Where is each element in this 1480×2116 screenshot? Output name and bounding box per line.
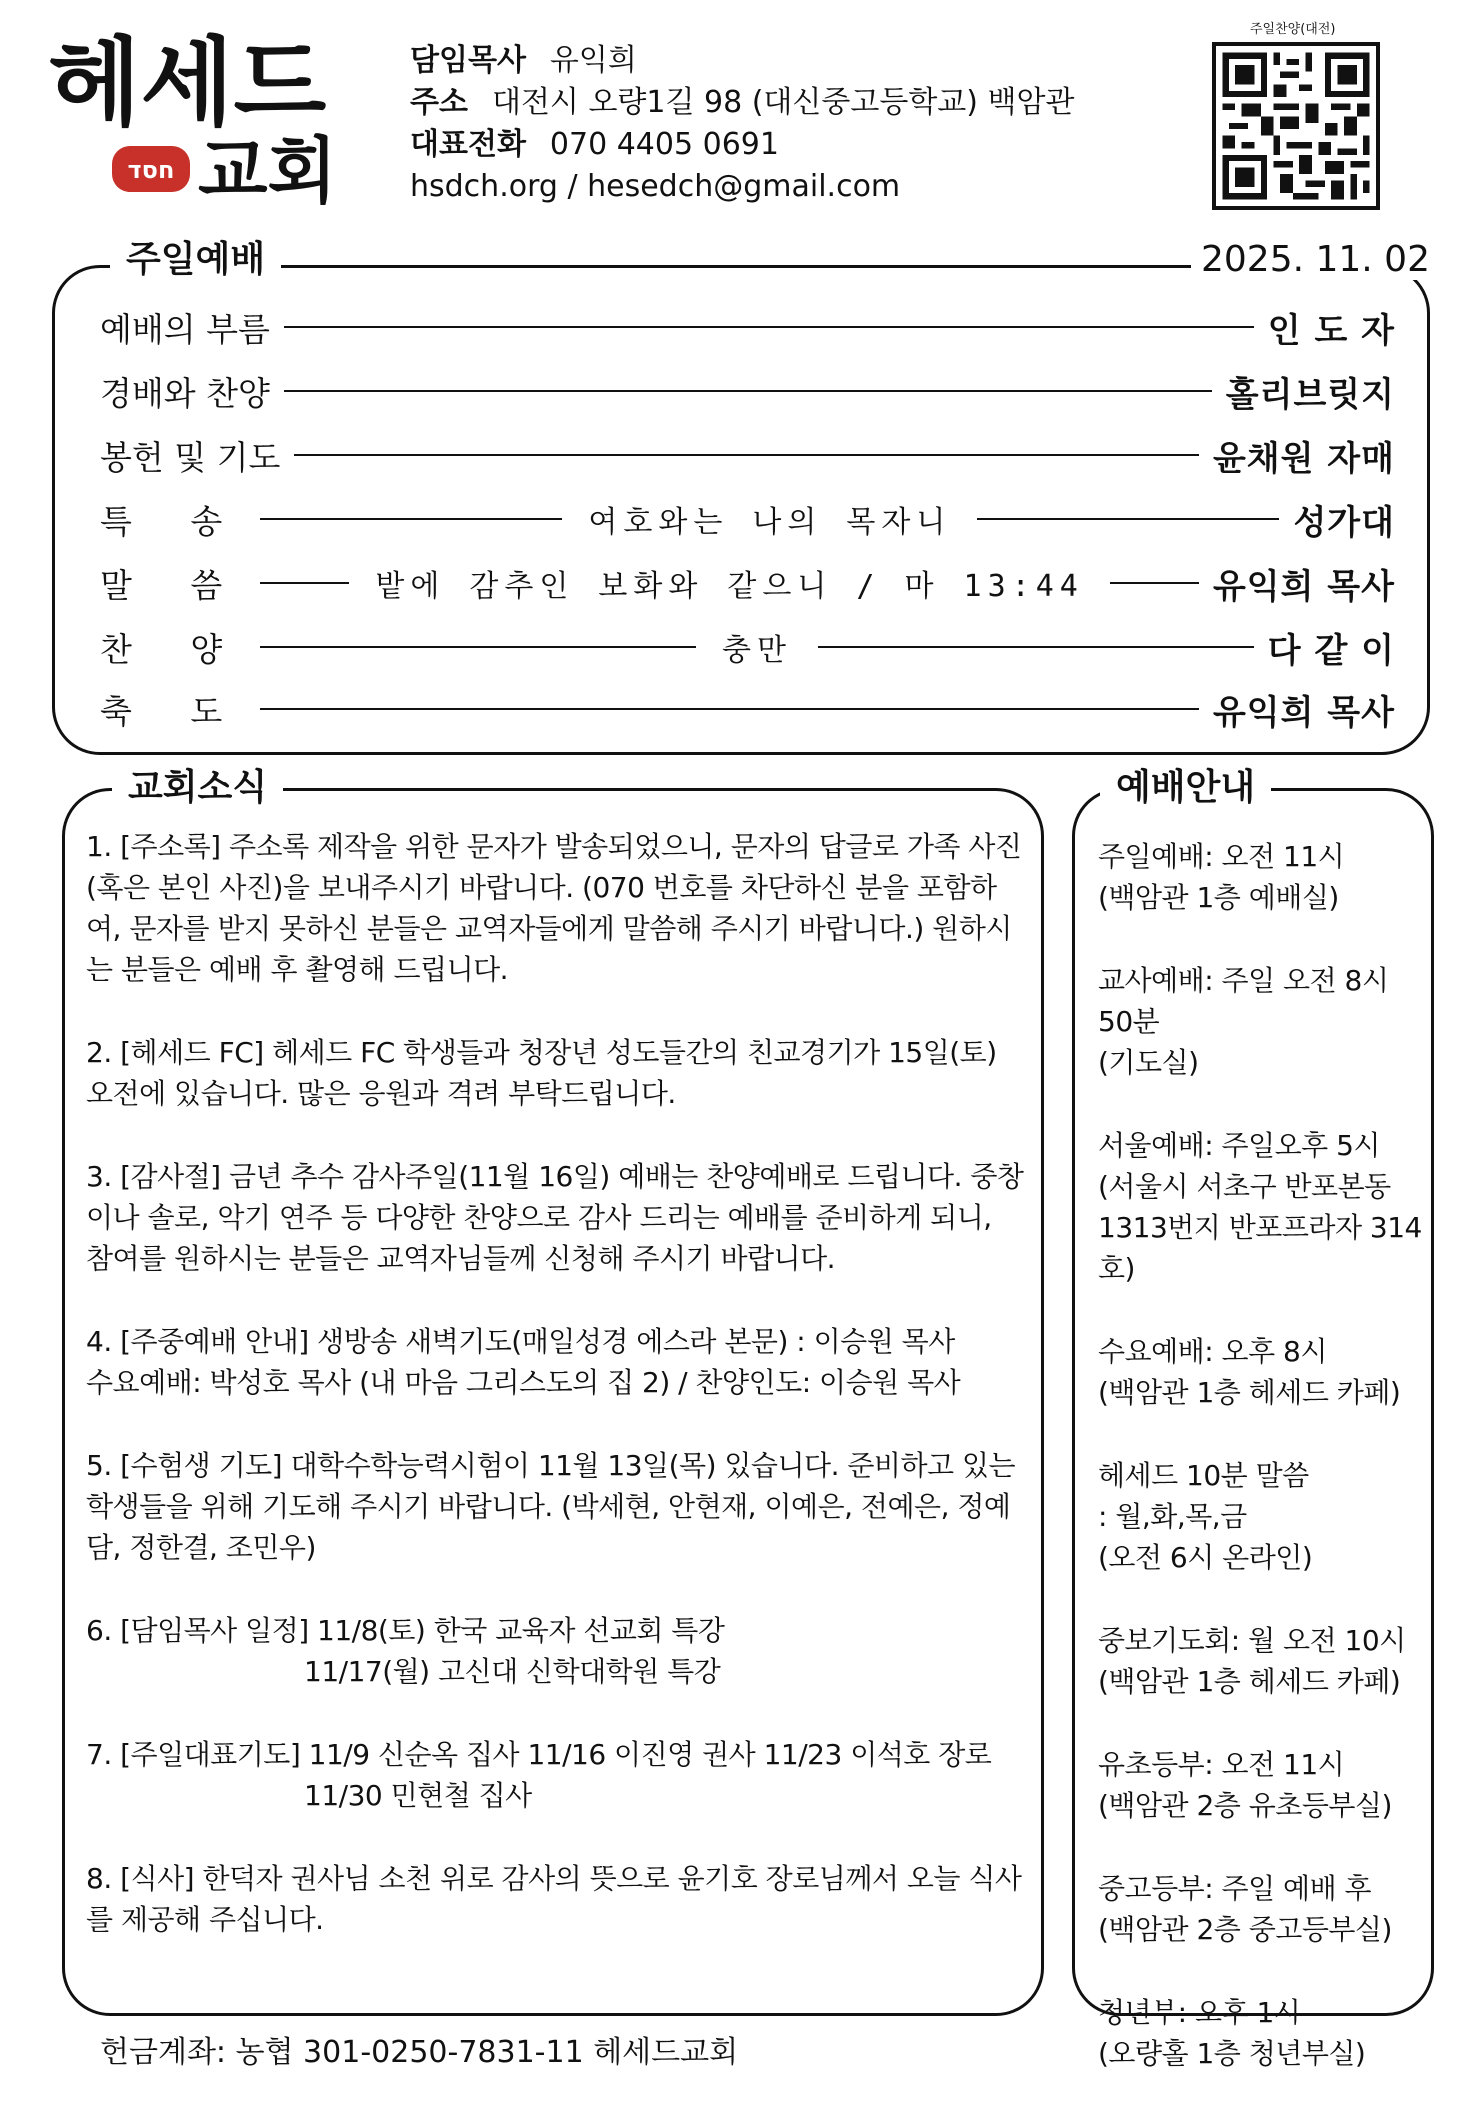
divider-line [818, 646, 1254, 648]
news-item [86, 1734, 1026, 1816]
worship-row [100, 302, 1395, 352]
row-person: 윤채원 자매 [1212, 438, 1395, 479]
qr-code-icon[interactable] [1212, 42, 1380, 210]
row-person: 유익희 목사 [1212, 566, 1395, 607]
row-title: 충만 [722, 633, 792, 668]
row-label: 경배와 찬양 [100, 373, 270, 413]
row-label: 특 송 [100, 501, 247, 541]
news-item-line: 6. [담임목사 일정] 11/8(토) 한국 교육자 선교회 특강 [86, 1614, 725, 1647]
row-label: 예배의 부름 [100, 309, 270, 349]
guide-title: 예배안내 [1100, 768, 1271, 808]
divider-line [260, 582, 349, 584]
guide-item: 주일예배: 오전 11시 (백암관 1층 예배실) [1098, 840, 1345, 914]
row-person: 유익희 목사 [1212, 692, 1395, 733]
worship-row [100, 494, 1395, 544]
row-person: 인 도 자 [1267, 310, 1395, 351]
row-label: 찬 양 [100, 629, 247, 669]
guide-item: 서울예배: 주일오후 5시 (서울시 서초구 반포본동 1313번지 반포프라자 314호) [1098, 1129, 1422, 1285]
divider-line [284, 326, 1254, 328]
divider-line [294, 454, 1199, 456]
divider-line [260, 646, 696, 648]
guide-item: 중보기도회: 월 오전 10시 (백암관 1층 헤세드 카페) [1098, 1624, 1406, 1698]
header-info [410, 40, 1170, 208]
qr-caption: 주일찬양(대전) [1250, 22, 1336, 37]
guide-list [1098, 836, 1428, 2116]
worship-row [100, 366, 1395, 416]
worship-date: 2025. 11. 02 [1191, 240, 1430, 280]
address-line: 주소 대전시 오량1길 98 (대신중고등학교) 백암관 [410, 85, 1075, 120]
divider-line [1110, 582, 1199, 584]
news-item-subline: 11/30 민현철 집사 [304, 1779, 532, 1812]
logo-badge-text: חסד [127, 156, 175, 184]
church-logo [48, 28, 368, 208]
guide-item: 헤세드 10분 말씀 : 월,화,목,금 (오전 6시 온라인) [1098, 1459, 1313, 1574]
pastor-line: 담임목사 유익희 [410, 43, 637, 78]
divider-line [260, 708, 1199, 710]
news-title: 교회소식 [112, 768, 283, 808]
divider-line [260, 518, 562, 520]
row-label: 봉헌 및 기도 [100, 437, 281, 477]
worship-row [100, 684, 1395, 734]
news-list [86, 826, 1026, 1982]
news-item-subline: 11/17(월) 고신대 신학대학원 특강 [304, 1655, 721, 1688]
row-title: 여호와는 나의 목자니 [588, 505, 952, 540]
guide-item: 수요예배: 오후 8시 (백암관 1층 헤세드 카페) [1098, 1335, 1401, 1409]
guide-item: 중고등부: 주일 예배 후 (백암관 2층 중고등부실) [1098, 1872, 1392, 1946]
news-item-line: 수요예배: 박성호 목사 (내 마음 그리스도의 집 2) / 찬양인도: 이승원 목사 [86, 1366, 961, 1399]
row-title: 밭에 감추인 보화와 같으니 / 마 13:44 [375, 569, 1084, 604]
divider-line [284, 390, 1212, 392]
news-item: 8. [식사] 한덕자 권사님 소천 위로 감사의 뜻으로 윤기호 장로님께서 오늘 식사를 제공해 주십니다. [86, 1862, 1022, 1936]
worship-title: 주일예배 [110, 240, 281, 280]
news-item: 3. [감사절] 금년 추수 감사주일(11월 16일) 예배는 찬양예배로 드립니다. 중창이나 솔로, 악기 연주 등 다양한 찬양으로 감사 드리는 예배를 준비하게 되니, 참여를 원하시는 분들은 교역자님들께 신청해 주시기 바랍니다. [86, 1160, 1024, 1275]
divider-line [977, 518, 1279, 520]
web-line[interactable]: hsdch.org / hesedch@gmail.com [410, 169, 901, 204]
guide-item: 유초등부: 오전 11시 (백암관 2층 유초등부실) [1098, 1748, 1392, 1822]
guide-item: 청년부: 오후 1시 (오량홀 1층 청년부실) [1098, 1996, 1366, 2070]
row-label: 말 씀 [100, 565, 247, 605]
row-person: 홀리브릿지 [1225, 374, 1395, 415]
logo-text-bottom: 교회 [198, 129, 338, 208]
row-label: 축 도 [100, 691, 247, 731]
news-item: 1. [주소록] 주소록 제작을 위한 문자가 발송되었으니, 문자의 답글로 가족 사진(혹은 본인 사진)을 보내주시기 바랍니다. (070 번호를 차단하신 분을 포함하여, 문자를 받지 못하신 분들은 교역자들에게 말씀해 주시기 바랍니다.) 원하시는 분들은 예배 후 촬영해 드립니다. [86, 830, 1022, 986]
phone-line: 대표전화 070 4405 0691 [410, 127, 779, 162]
news-item [86, 1321, 1026, 1403]
news-item: 5. [수험생 기도] 대학수학능력시험이 11월 13일(목) 있습니다. 준비하고 있는 학생들을 위해 기도해 주시기 바랍니다. (박세현, 안현재, 이예은, 전예은, 정예담, 정한결, 조민우) [86, 1449, 1016, 1564]
row-person: 성가대 [1293, 502, 1395, 543]
worship-row [100, 430, 1395, 480]
news-item-line: 7. [주일대표기도] 11/9 신순옥 집사 11/16 이진영 권사 11/23 이석호 장로 [86, 1738, 992, 1771]
news-item [86, 1610, 1026, 1692]
worship-row [100, 622, 1395, 672]
offering-account: 헌금계좌: 농협 301-0250-7831-11 헤세드교회 [100, 2035, 739, 2070]
logo-text-top: 헤세드 [48, 28, 327, 139]
worship-row [100, 558, 1395, 608]
news-item: 2. [헤세드 FC] 헤세드 FC 학생들과 청장년 성도들간의 친교경기가 15일(토) 오전에 있습니다. 많은 응원과 격려 부탁드립니다. [86, 1036, 997, 1110]
news-item-line: 4. [주중예배 안내] 생방송 새벽기도(매일성경 에스라 본문) : 이승원 목사 [86, 1325, 955, 1358]
guide-item: 교사예배: 주일 오전 8시 50분 (기도실) [1098, 964, 1389, 1079]
row-person: 다 같 이 [1267, 630, 1395, 671]
